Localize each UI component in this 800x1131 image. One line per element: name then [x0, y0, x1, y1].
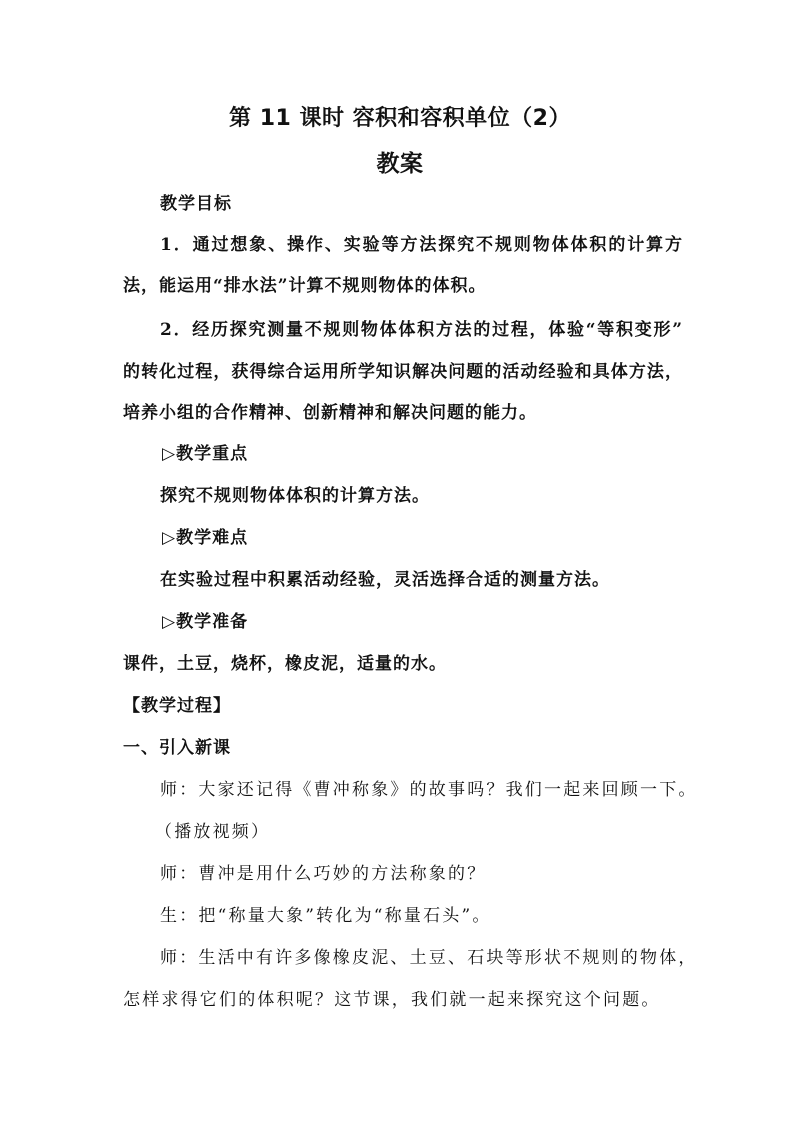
dialogue-teacher-1: 师：大家还记得《曹冲称象》的故事吗？我们一起来回顾一下。 — [160, 780, 698, 800]
dialogue-student-1: 生：把“称量大象”转化为“称量石头”。 — [160, 906, 492, 926]
objective-2-line-1: 2．经历探究测量不规则物体体积方法的过程，体验“等积变形” — [160, 320, 683, 340]
dialogue-teacher-3-line-1: 师：生活中有许多像橡皮泥、土豆、石块等形状不规则的物体， — [160, 948, 698, 968]
dialogue-teacher-3-line-2: 怎样求得它们的体积呢？这节课，我们就一起来探究这个问题。 — [123, 990, 661, 1010]
objective-1-line-1: 1．通过想象、操作、实验等方法探究不规则物体体积的计算方 — [160, 235, 683, 255]
dialogue-teacher-2: 师：曹冲是用什么巧妙的方法称象的？ — [160, 864, 487, 884]
section-1-heading: 一、引入新课 — [123, 738, 231, 758]
objective-2-line-3: 培养小组的合作精神、创新精神和解决问题的能力。 — [123, 403, 537, 423]
dialogue-note-video: （播放视频） — [155, 822, 271, 842]
objective-1-line-2: 法，能运用“排水法”计算不规则物体的体积。 — [123, 276, 487, 296]
process-heading: 【教学过程】 — [123, 696, 231, 716]
objectives-heading: 教学目标 — [160, 194, 232, 214]
difficulty-heading: ▷教学难点 — [162, 528, 249, 548]
preparation-heading: ▷教学准备 — [162, 612, 249, 632]
objective-2-line-2: 的转化过程，获得综合运用所学知识解决问题的活动经验和具体方法， — [123, 362, 683, 382]
difficulty-text: 在实验过程中积累活动经验，灵活选择合适的测量方法。 — [160, 570, 610, 590]
lesson-title: 第 11 课时 容积和容积单位（2） — [229, 106, 571, 131]
key-point-heading: ▷教学重点 — [162, 444, 249, 464]
key-point-text: 探究不规则物体体积的计算方法。 — [160, 486, 430, 506]
preparation-text: 课件，土豆，烧杯，橡皮泥，适量的水。 — [123, 654, 447, 674]
lesson-subtitle: 教案 — [376, 151, 424, 177]
